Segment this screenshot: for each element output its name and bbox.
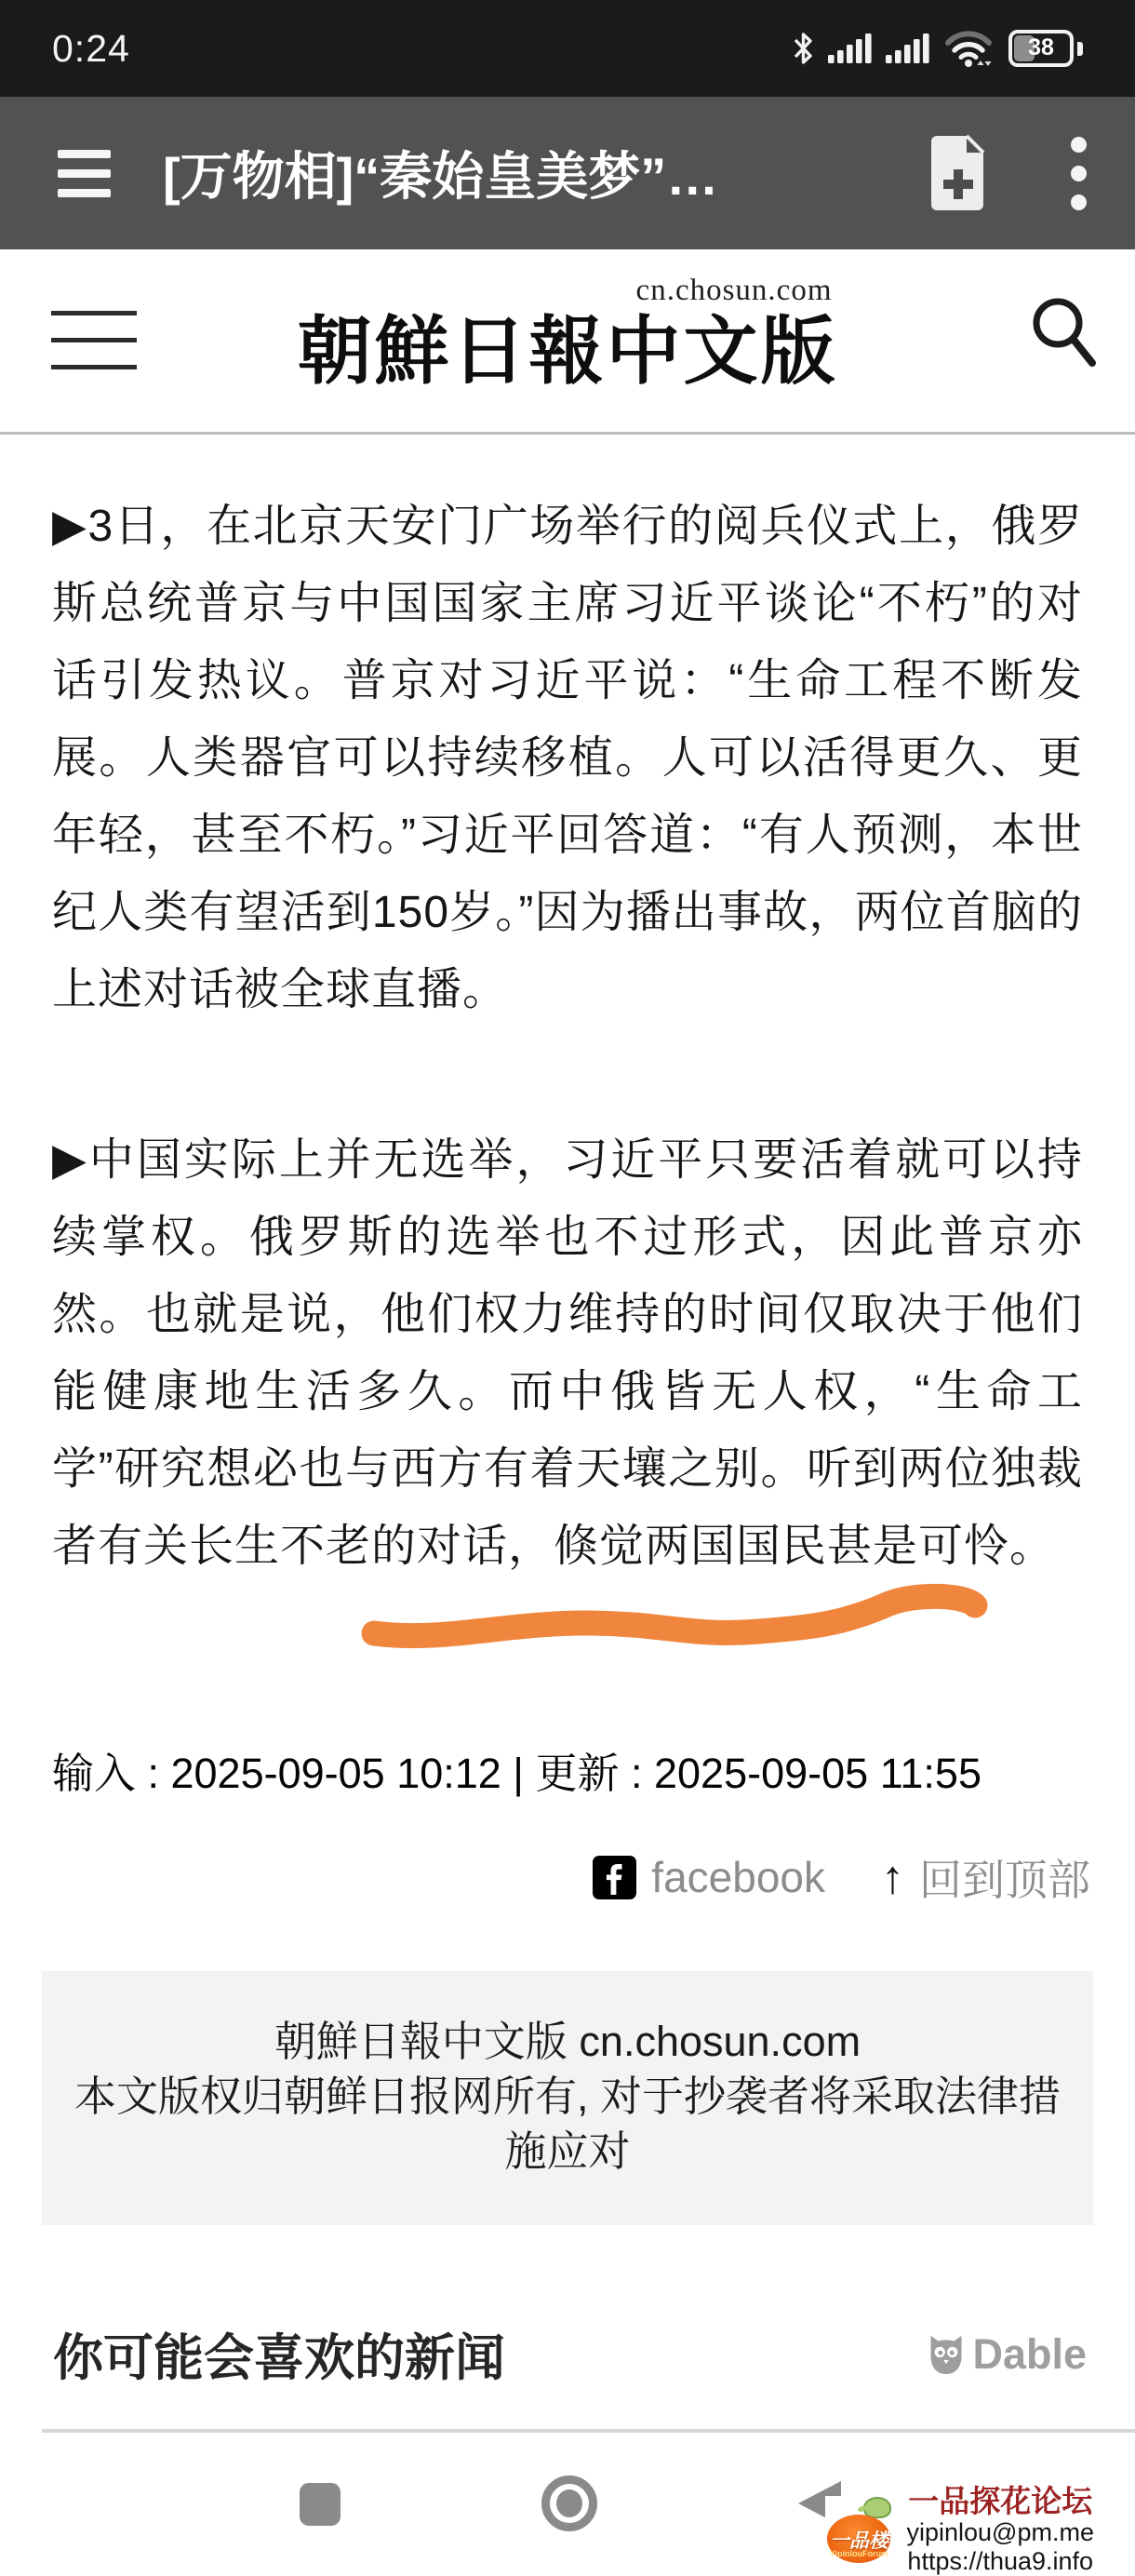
watermark-logo-text: 一品楼 xyxy=(830,2530,888,2552)
clock: 0:24 xyxy=(52,26,130,70)
watermark-logo xyxy=(825,2496,894,2565)
battery-body xyxy=(1008,30,1074,67)
toolbar-actions xyxy=(929,133,1090,214)
copyright-line-3: 施应对 xyxy=(504,2127,631,2175)
watermark-url: https://thua9.info xyxy=(907,2547,1094,2575)
article-paragraph-2: ▶中国实际上并无选举，习近平只要活着就可以持续掌权。俄罗斯的选举也不过形式，因此普京亦然。也就是说，他们权力维持的时间仅取决于他们能健康地生活多久。而中俄皆无人权，“生命工学”研究想必也与西方有着天壤之别。听到两位独裁者有关长生不老的对话，倏觉两国国民甚是可怜。 xyxy=(52,1135,1083,1571)
page-title[interactable]: [万物相]“秦始皇美梦”… xyxy=(163,147,719,206)
watermark xyxy=(825,2485,1095,2576)
signal-icon-sim1 xyxy=(828,31,873,66)
battery-percent: 38 xyxy=(1028,34,1054,60)
watermark-logo-subtext: YipinlouForum xyxy=(829,2549,889,2558)
signal-icon-sim2 xyxy=(886,31,930,66)
recommend-title: 你可能会喜欢的新闻 xyxy=(53,2330,505,2386)
masthead xyxy=(0,274,1135,397)
battery-nub xyxy=(1077,42,1083,56)
status-bar xyxy=(0,0,1135,97)
bluetooth-icon xyxy=(791,31,815,66)
save-page-icon[interactable] xyxy=(929,134,987,212)
dable-label: Dable xyxy=(972,2329,1087,2378)
battery-icon xyxy=(1008,30,1083,67)
search-icon[interactable] xyxy=(1027,294,1100,370)
article-body xyxy=(0,435,1135,1654)
timestamp-row: 输入 : 2025-09-05 10:12 | 更新 : 2025-09-05 11:55 xyxy=(52,1750,981,1797)
status-icons xyxy=(791,29,1083,68)
back-to-top-label: 回到顶部 xyxy=(919,1856,1090,1904)
copyright-line-1: 朝鮮日報中文版 cn.chosun.com xyxy=(274,2018,861,2065)
copyright-line-2: 本文版权归朝鲜日报网所有, 对于抄袭者将采取法律措 xyxy=(73,2073,1061,2120)
up-arrow-icon: ↑ xyxy=(881,1851,904,1903)
android-nav-bar xyxy=(0,2433,1135,2575)
watermark-text xyxy=(907,2485,1095,2576)
back-to-top-link[interactable] xyxy=(881,1846,1090,1908)
recommend-section-header xyxy=(0,2318,1135,2390)
browser-toolbar xyxy=(0,97,1135,249)
browser-menu-icon[interactable] xyxy=(58,150,111,197)
facebook-label: facebook xyxy=(651,1853,825,1901)
dable-sponsor-link[interactable] xyxy=(926,2330,1087,2379)
watermark-title: 一品探花论坛 xyxy=(908,2484,1093,2518)
facebook-icon xyxy=(593,1856,636,1899)
dable-owl-icon xyxy=(926,2332,967,2377)
site-header xyxy=(0,249,1135,435)
site-domain: cn.chosun.com xyxy=(635,274,833,307)
share-row xyxy=(0,1846,1135,1908)
wifi-icon xyxy=(943,29,995,68)
article-paragraph-1: ▶3日，在北京天安门广场举行的阅兵仪式上，俄罗斯总统普京与中国国家主席习近平谈论“不朽”的对话引发热议。普京对习近平说：“生命工程不断发展。人类器官可以持续移植。人可以活得更久、更年轻，甚至不朽。”习近平回答道：“有人预测，本世纪人类有望活到150岁。”因为播出事故，两位首脑的上述对话被全球直播。 xyxy=(52,502,1083,1014)
watermark-email: yipinlou@pm.me xyxy=(906,2518,1094,2546)
recents-button[interactable] xyxy=(300,2483,340,2526)
home-button[interactable] xyxy=(541,2475,597,2531)
copyright-box xyxy=(42,1971,1093,2225)
overflow-menu-icon[interactable] xyxy=(1067,133,1090,214)
highlight-marker xyxy=(359,1589,992,1654)
facebook-share-link[interactable] xyxy=(593,1852,825,1902)
site-logo[interactable]: 朝鮮日報中文版 xyxy=(297,312,838,394)
